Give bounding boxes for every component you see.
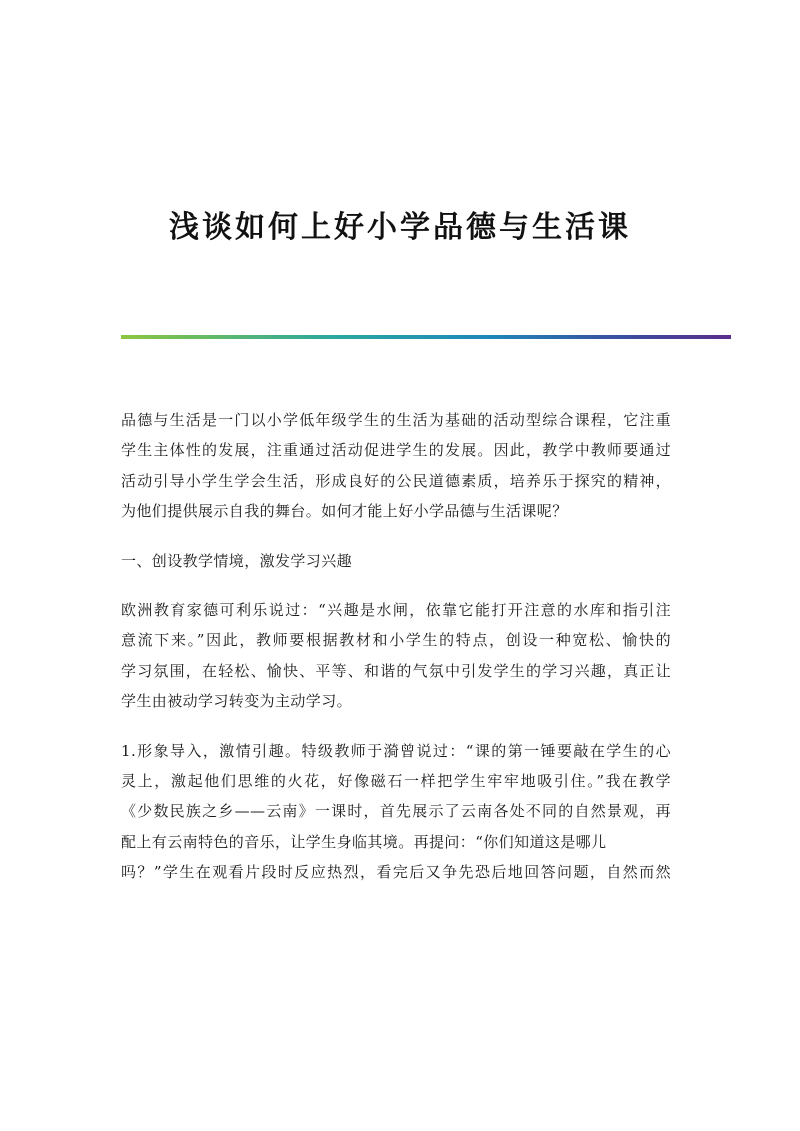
page-title: 浅谈如何上好小学品德与生活课 bbox=[169, 210, 631, 246]
text-line: 活动引导小学生学会生活，形成良好的公民道德素质，培养乐于探究的精神， bbox=[121, 471, 671, 490]
text-line: 学习氛围，在轻松、愉快、平等、和谐的气氛中引发学生的学习兴趣，真正让 bbox=[121, 661, 671, 680]
paragraph-intro bbox=[121, 405, 671, 527]
text-line: 一、创设教学情境，激发学习兴趣 bbox=[121, 551, 353, 570]
section-heading bbox=[121, 546, 671, 576]
paragraph-intro-method bbox=[121, 736, 671, 888]
text-line: 学生由被动学习转变为主动学习。 bbox=[121, 692, 353, 711]
paragraph-interest bbox=[121, 595, 671, 717]
text-line: 1.形象导入，激情引趣。特级教师于漪曾说过：“课的第一锤要敲在学生的心 bbox=[121, 741, 671, 760]
title-divider bbox=[121, 335, 731, 339]
text-line: 灵上，激起他们思维的火花，好像磁石一样把学生牢牢地吸引住。”我在教学 bbox=[121, 771, 671, 790]
text-line: 吗？”学生在观看片段时反应热烈，看完后又争先恐后地回答问题，自然而然 bbox=[121, 863, 671, 882]
document-body bbox=[121, 405, 671, 906]
text-line: 《少数民族之乡——云南》一课时，首先展示了云南各处不同的自然景观，再 bbox=[121, 802, 671, 821]
text-line: 品德与生活是一门以小学低年级学生的生活为基础的活动型综合课程，它注重 bbox=[121, 411, 671, 429]
text-line: 学生主体性的发展，注重通过活动促进学生的发展。因此，教学中教师要通过 bbox=[121, 441, 671, 460]
text-line: 意流下来。”因此，教师要根据教材和小学生的特点，创设一种宽松、愉快的 bbox=[121, 631, 671, 650]
text-line: 为他们提供展示自我的舞台。如何才能上好小学品德与生活课呢？ bbox=[121, 502, 568, 521]
text-line: 配上有云南特色的音乐，让学生身临其境。再提问：“你们知道这是哪儿 bbox=[121, 832, 607, 851]
text-line: 欧洲教育家德可利乐说过：“兴趣是水闸，依靠它能打开注意的水库和指引注 bbox=[121, 600, 671, 619]
